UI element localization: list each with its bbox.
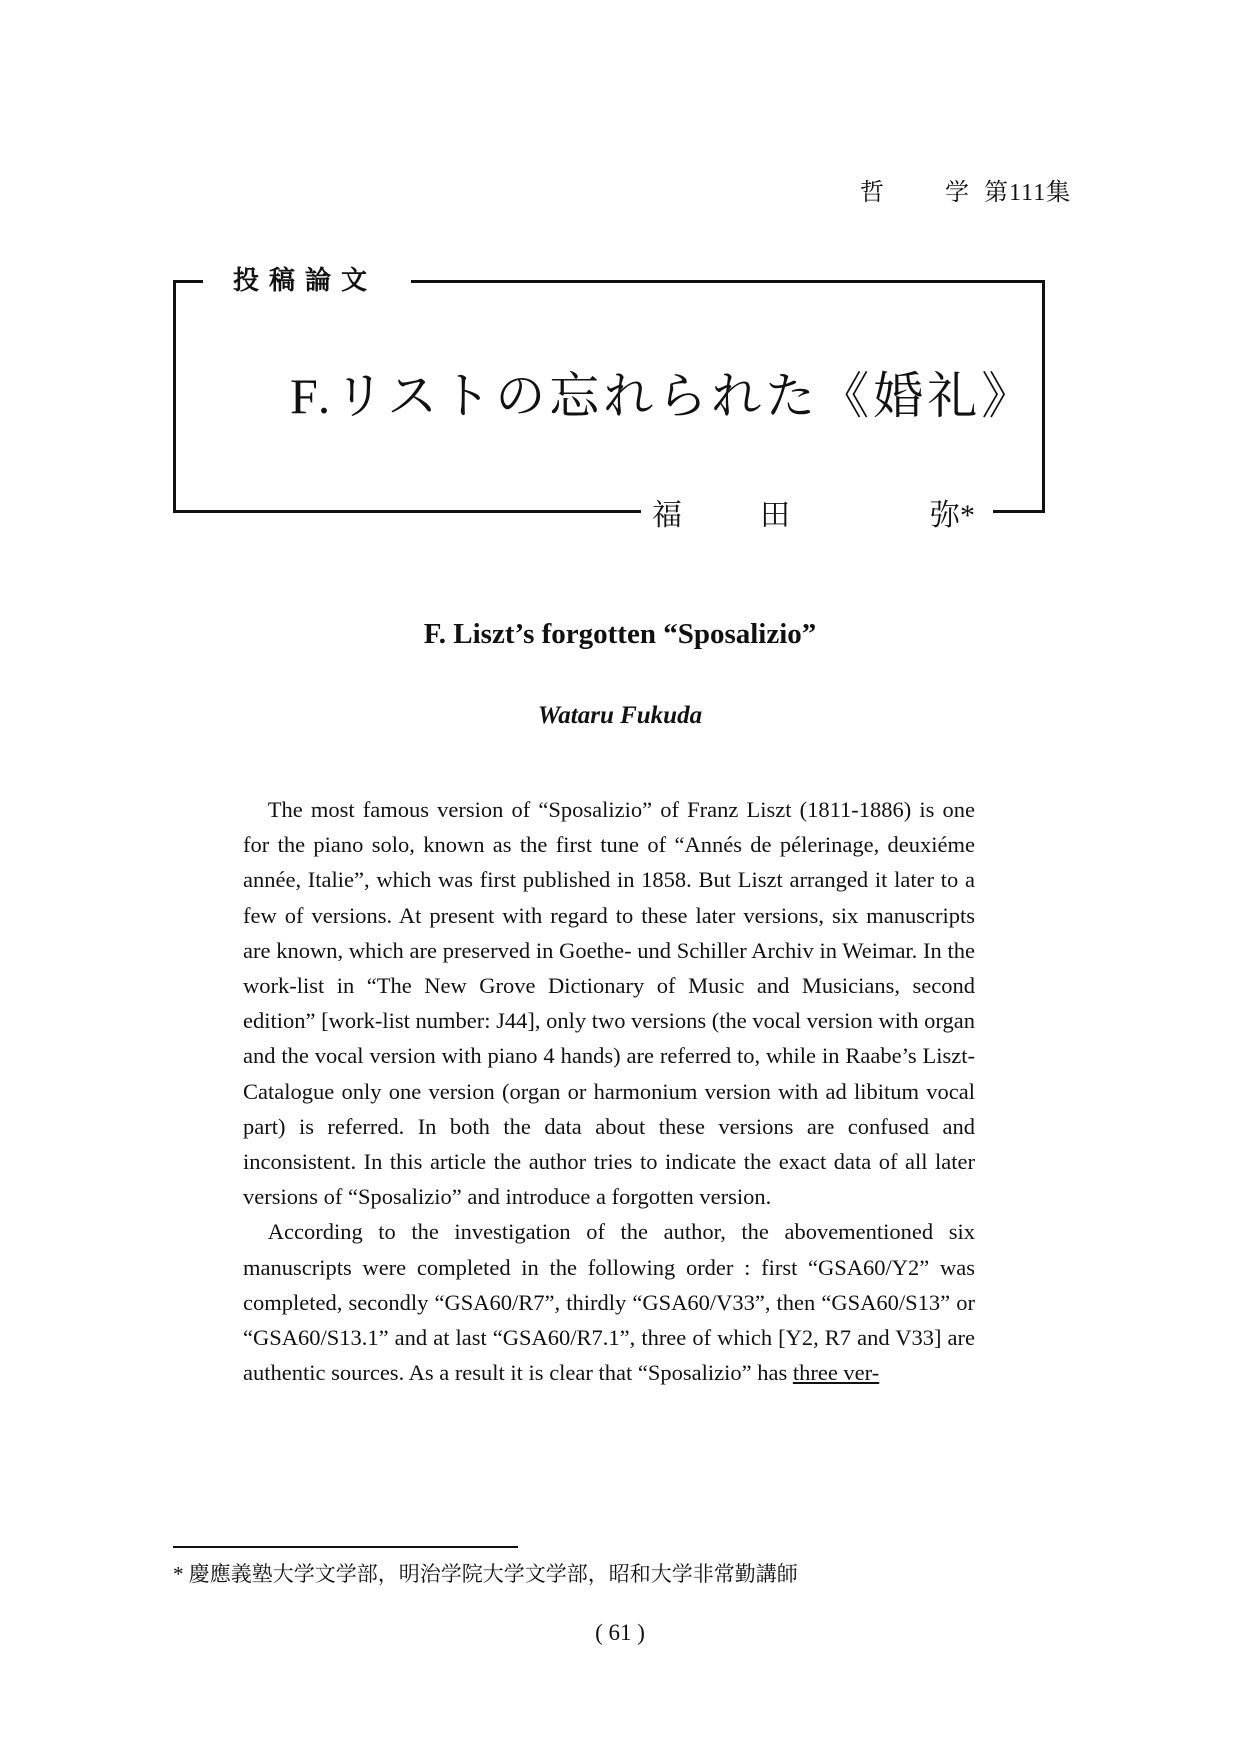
journal-name-part1: 哲 — [860, 180, 885, 206]
abstract-paragraph-1: The most famous version of “Sposalizio” of Franz Liszt (1811-1886) is one for the piano solo, known as the first tune of “Annés de pélerinage, deuxiéme année, Italie”, which was first published in 1858. But Liszt arranged it later to a few of versions. At present with regard to these later versions, six manuscripts are known, which are preserved in Goethe- und Schiller Archiv in Weimar. In the work-list in “The New Grove Dictionary of Music and Musicians, second edition” [work-list number: J44], only two versions (the vocal version with organ and the vocal version with piano 4 hands) are referred to, while in Raabe’s Liszt-Catalogue only one version (organ or harmonium version with ad libitum vocal part) is referred. In both the data about these versions are confused and inconsistent. In this article the author tries to indicate the exact data of all later versions of “Sposalizio” and introduce a forgotten version. — [243, 797, 975, 1210]
author-jp-family-1: 福 — [652, 499, 682, 532]
page-number: ( 61 ) — [595, 1620, 645, 1645]
frame-top-right-rule — [411, 280, 1045, 283]
abstract — [243, 792, 975, 1390]
english-author: Wataru Fukuda — [537, 702, 703, 729]
author-jp-family-2: 田 — [760, 499, 790, 532]
abstract-underlined-phrase: three ver- — [792, 1360, 880, 1386]
abstract-paragraph-2-text: According to the investigation of the author, the abovementioned six manuscripts were completed in the following order : first “GSA60/Y2” was completed, secondly “GSA60/R7”, thirdly “GSA60/V33”, then “GSA60/S13” or “GSA60/S13.1” and at last “GSA60/R7.1”, three of which [Y2, R7 and V33] are authentic sources. As a result it is clear that “Sposalizio” has — [243, 1219, 975, 1386]
section-label: 投稿論文 — [233, 266, 378, 296]
frame-bottom-left-rule — [173, 510, 641, 513]
english-title: F. Liszt’s forgotten “Sposalizio” — [423, 618, 817, 650]
journal-volume: 第111集 — [984, 180, 1072, 206]
japanese-title: F.リストの忘れられた《婚礼》 — [290, 368, 1036, 424]
journal-header — [860, 172, 1071, 207]
frame-bottom-right-rule — [993, 510, 1045, 513]
frame-right-rule — [1042, 280, 1045, 513]
frame-top-left-rule — [173, 280, 203, 283]
author-jp-given: 弥* — [930, 499, 975, 532]
abstract-paragraph-2 — [243, 1214, 975, 1390]
footnote: * 慶應義塾大学文学部，明治学院大学文学部，昭和大学非常勤講師 — [173, 1562, 798, 1586]
journal-name-part2: 学 — [945, 180, 970, 206]
frame-left-rule — [173, 280, 176, 513]
footnote-rule — [173, 1546, 518, 1548]
